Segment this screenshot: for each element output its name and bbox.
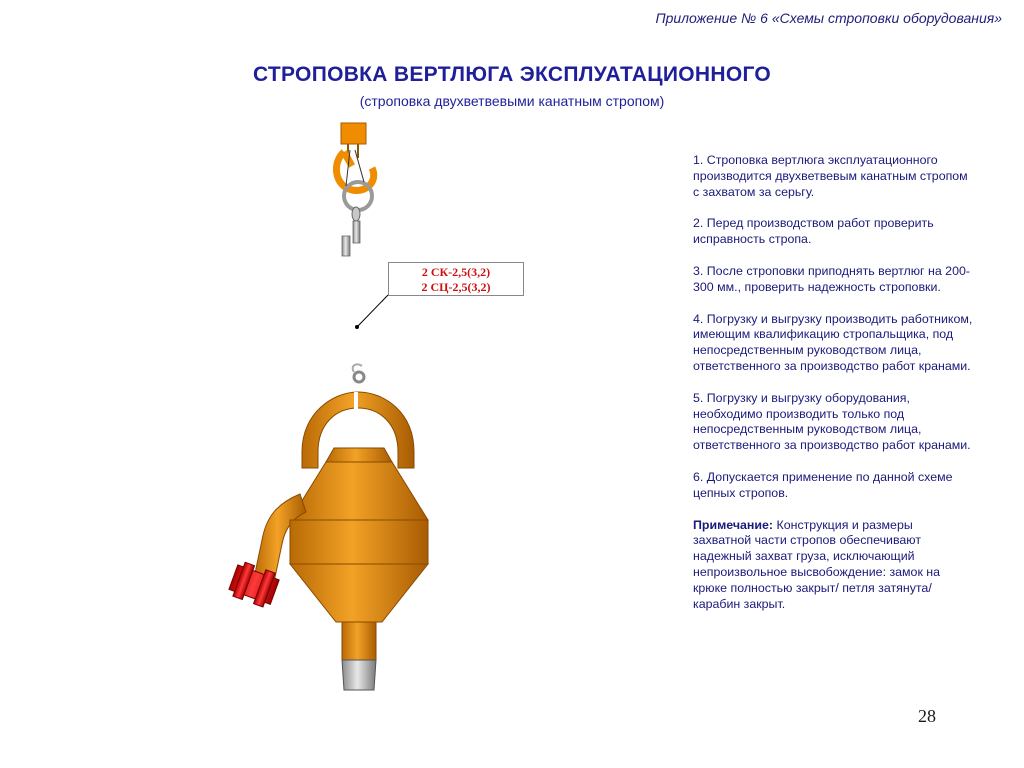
small-hook-icon [353, 364, 364, 382]
instruction-item: 6. Допускается применение по данной схеме цепных стропов. [693, 469, 953, 500]
sling-spec-label [388, 262, 524, 296]
note-label: Примечание: [693, 517, 774, 532]
note-paragraph [693, 518, 973, 613]
appendix-note: Приложение № 6 «Схемы строповки оборудования» [655, 10, 1002, 26]
instruction-item: 3. После строповки приподнять вертлюг на 200-300 мм., проверить надежность строповки. [693, 263, 970, 294]
note-text: Конструкция и размеры захватной части стропов обеспечивают надежный захват груза, исключающий непроизвольное высвобождение: замок на крюке полностью закрыт/ петля затянута/ карабин закрыт. [693, 517, 941, 611]
sling-spec-cable: 2 СК-2,5(3,2) [421, 265, 491, 279]
instruction-item: 2. Перед производством работ проверить исправность стропа. [693, 216, 934, 247]
sling-spec-chain: 2 СЦ-2,5(3,2) [421, 280, 491, 294]
page-title: СТРОПОВКА ВЕРТЛЮГА ЭКСПЛУАТАЦИОННОГО [252, 63, 772, 86]
instructions-list [693, 153, 973, 628]
crane-hook-icon [336, 123, 373, 256]
instruction-item: 1. Строповка вертлюга эксплуатационного производится двухветвевым канатным стропом с захватом за серьгу. [693, 153, 968, 199]
page-number: 28 [918, 706, 936, 726]
instruction-item: 4. Погрузку и выгрузку производить работником, имеющим квалификацию стропальщика, под непосредственным руководством лица, ответственного за производство работ кранами. [693, 311, 973, 373]
swivel-body [254, 392, 428, 690]
instruction-item: 5. Погрузку и выгрузку оборудования, необходимо производить только под непосредственным руководством лица, ответственного за производство работ кранами. [693, 390, 971, 453]
page-subtitle: (строповка двухветвевыми канатным стропом) [359, 93, 665, 109]
